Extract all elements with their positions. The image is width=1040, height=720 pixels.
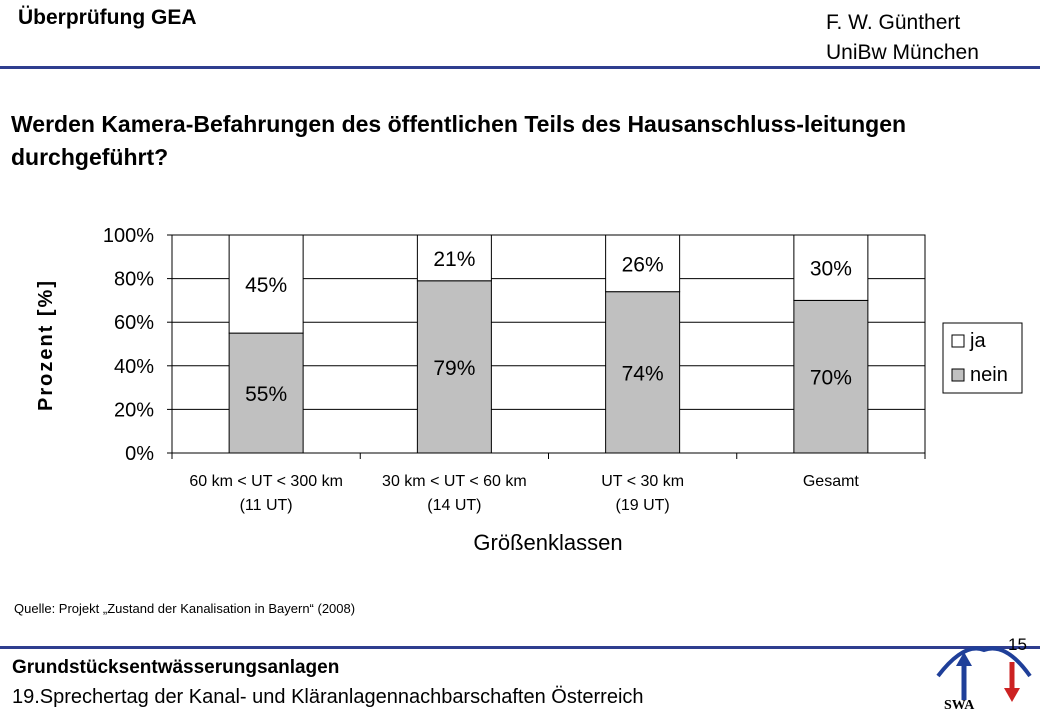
x-tick-label: 60 km < UT < 300 km [189,473,343,490]
legend-label-ja: ja [970,330,986,352]
y-tick-label: 80% [113,268,154,291]
data-label: 45% [245,274,288,298]
y-tick-label: 0% [125,443,154,465]
legend-swatch-nein [952,369,964,381]
legend [943,323,1022,393]
data-label: 74% [621,362,664,386]
x-tick-label-count: (19 UT) [615,497,670,514]
x-axis-title: Größenklassen [473,530,623,555]
data-label: 26% [621,253,664,277]
x-tick-label-count: (14 UT) [427,497,482,514]
bars [229,235,868,453]
y-tick-label: 100% [102,225,154,247]
data-label: 55% [245,383,288,407]
page-number: 15 [1008,635,1027,654]
x-tick-label: 30 km < UT < 60 km [382,473,527,490]
footer-title: Grundstücksentwässerungsanlagen [12,657,340,678]
legend-swatch-ja [952,335,964,347]
author-affiliation: UniBw München [826,41,979,64]
x-tick-label: Gesamt [802,473,859,490]
data-label: 70% [809,366,852,390]
source-note: Quelle: Projekt „Zustand der Kanalisation in Bayern“ (2008) [14,601,356,616]
logo-text: SWA [944,698,975,713]
author-name: F. W. Günthert [826,11,961,34]
data-label: 79% [433,356,476,380]
x-tick-label-count: (11 UT) [239,497,293,514]
footer-subtitle: 19.Sprechertag der Kanal- und Kläranlagennachbarschaften Österreich [12,686,644,708]
slide-question: Werden Kamera-Befahrungen des öffentlichen Teils des Hausanschluss-leitungen durchgeführt? [11,111,907,170]
y-tick-label: 20% [113,399,154,422]
legend-label-nein: nein [970,364,1008,386]
y-axis-title: Prozent [%] [35,279,57,411]
header-title: Überprüfung GEA [18,6,197,29]
y-tick-label: 60% [113,312,154,335]
y-tick-label: 40% [113,355,154,378]
data-label: 21% [433,247,476,271]
x-tick-label: UT < 30 km [601,473,685,490]
data-label: 30% [809,257,852,281]
footer-rule [0,646,1040,649]
